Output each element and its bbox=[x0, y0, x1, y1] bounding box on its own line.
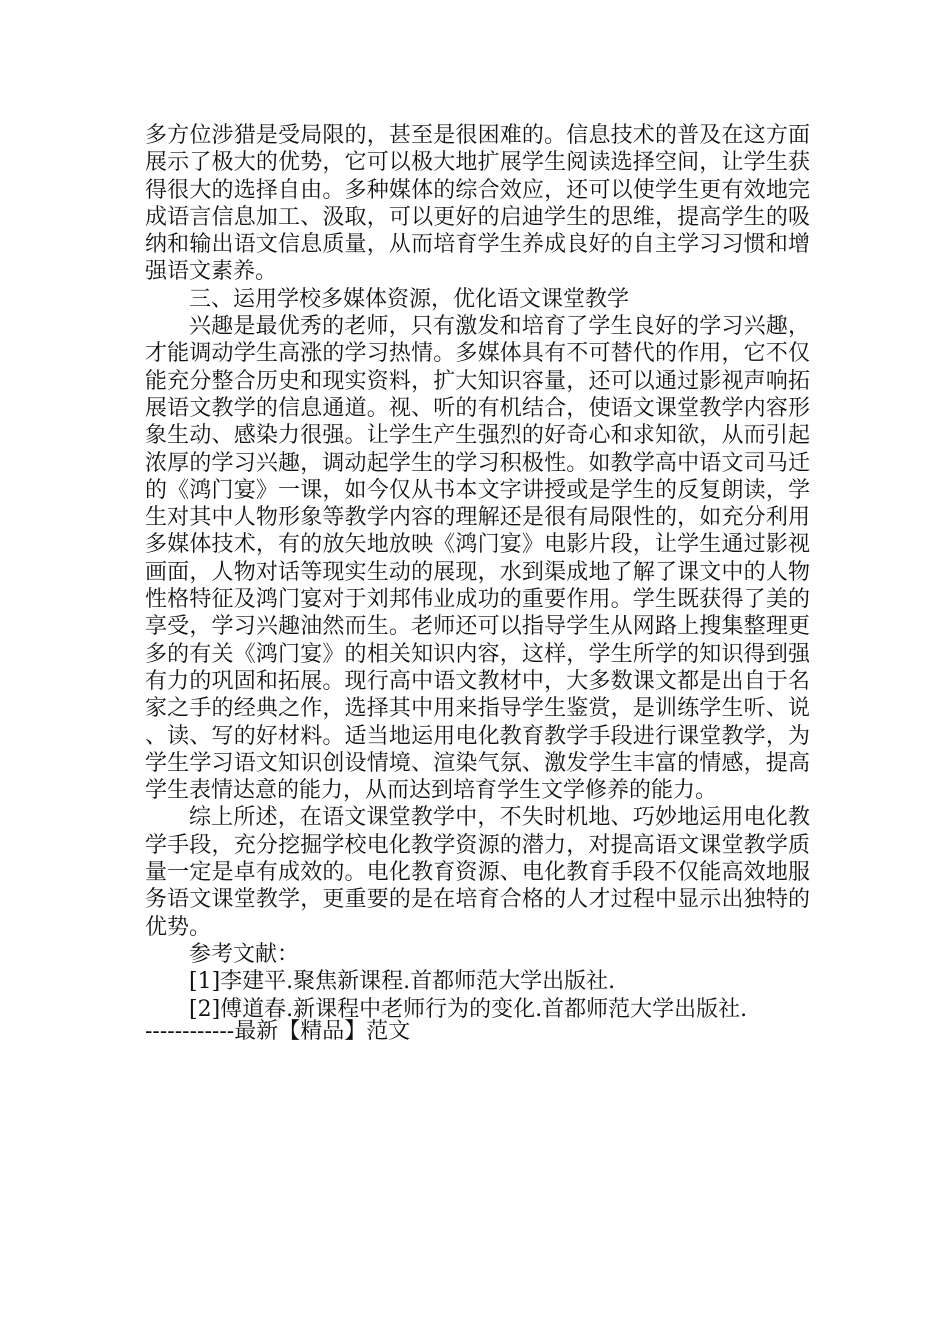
section-heading: 三、运用学校多媒体资源，优化语文课堂教学 bbox=[189, 286, 630, 312]
paragraph-interest: 兴趣是最优秀的老师，只有激发和培育了学生良好的学习兴趣，才能调动学生高涨的学习热情。多媒体具有不可替代的作用，它不仅能充分整合历史和现实资料，扩大知识容量，还可以通过影视声响拓展语文教学的信息通道。视、听的有机结合，使语文课堂教学内容形象生动、感染力很强。让学生产生强烈的好奇心和求知欲，从而引起浓厚的学习兴趣，调动起学生的学习积极性。如教学高中语文司马迁的《鸿门宴》一课，如今仅从书本文字讲授或是学生的反复朗读，学生对其中人物形象等教学内容的理解还是很有局限性的，如充分利用多媒体技术，有的放矢地放映《鸿门宴》电影片段，让学生通过影视画面，人物对话等现实生动的展现，水到渠成地了解了课文中的人物性格特征及鸿门宴对于刘邦伟业成功的重要作用。学生既获得了美的享受，学习兴趣油然而生。老师还可以指导学生从网路上搜集整理更多的有关《鸿门宴》的相关知识内容，这样，学生所学的知识得到强有力的巩固和拓展。现行高中语文教材中，大多数课文都是出自于名家之手的经典之作，选择其中用来指导学生鉴赏，是训练学生听、说、读、写的好材料。适当地运用电化教育教学手段进行课堂教学，为学生学习语文知识创设情境、渲染气氛、激发学生丰富的情感，提高学生表情达意的能力，从而达到培育学生文学修养的能力。 bbox=[145, 314, 810, 804]
article-body bbox=[145, 122, 810, 1023]
references-heading: 参考文献： bbox=[189, 941, 300, 967]
reference-item-1: [1]李建平.聚焦新课程.首都师范大学出版社. bbox=[189, 969, 616, 995]
reference-item-2: [2]傅道春.新课程中老师行为的变化.首都师范大学出版社. bbox=[189, 996, 748, 1022]
paragraph-continued: 多方位涉猎是受局限的，甚至是很困难的。信息技术的普及在这方面展示了极大的优势，它可以极大地扩展学生阅读选择空间，让学生获得很大的选择自由。多种媒体的综合效应，还可以使学生更有效地完成语言信息加工、汲取，可以更好的启迪学生的思维，提高学生的吸纳和输出语文信息质量，从而培育学生养成良好的自主学习习惯和增强语文素养。 bbox=[145, 123, 810, 285]
footer-tagline: ------------最新【精品】范文 bbox=[145, 1019, 411, 1044]
paragraph-summary: 综上所述，在语文课堂教学中，不失时机地、巧妙地运用电化教学手段，充分挖掘学校电化教学资源的潜力，对提高语文课堂教学质量一定是卓有成效的。电化教育资源、电化教育手段不仅能高效地服务语文课堂教学，更重要的是在培育合格的人才过程中显示出独特的优势。 bbox=[145, 805, 810, 940]
